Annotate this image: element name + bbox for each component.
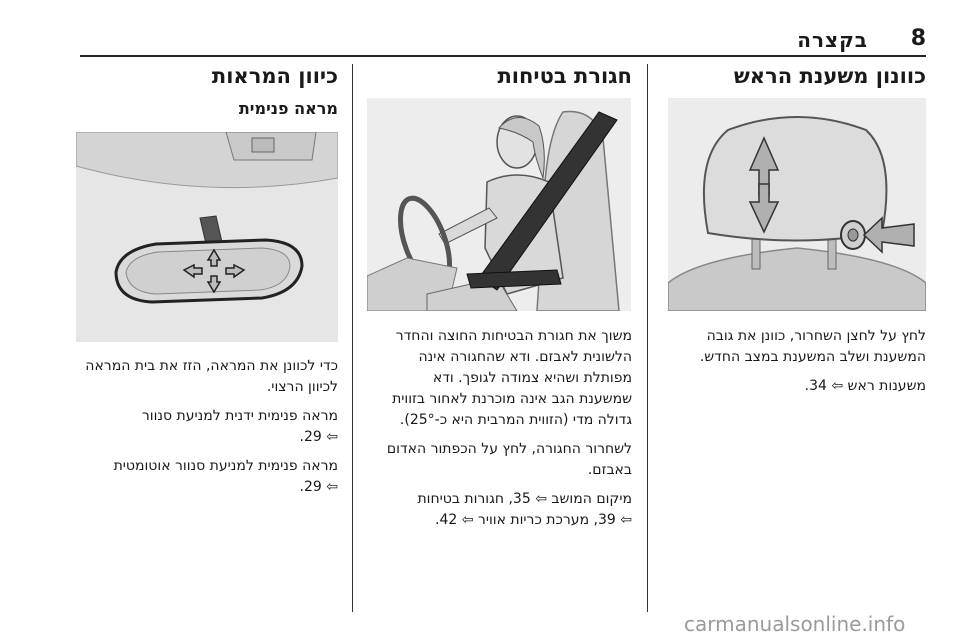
chapter-title: בקצרה — [797, 28, 868, 52]
seatbelt-line: הלשונית לאבזם. ודא שהחגורה אינה — [418, 349, 632, 365]
seatbelt-figure — [367, 98, 631, 311]
seatbelt-line: שמשענת הגב אינה מוכרנת לאחור בזווית — [392, 391, 632, 407]
page-header — [80, 26, 926, 56]
mirrors-line: מראה פנימית למניעת סנוור אוטומטית — [113, 458, 338, 474]
seatbelt-line: משוך את חגורת הבטיחות החוצה והחדר — [395, 328, 632, 344]
headrest-text — [664, 326, 926, 397]
seatbelt-title: חגורת בטיחות — [497, 64, 632, 88]
mirrors-ref-line[interactable]: ⇦ 29. — [299, 479, 338, 495]
column-divider — [352, 64, 353, 612]
mirrors-line: מראה פנימית ידנית למניעת סנוור — [141, 408, 338, 424]
mirrors-subtitle: מראה פנימית — [238, 99, 338, 118]
mirrors-text — [76, 356, 338, 498]
seatbelt-line: לשחרור החגורה, לחץ על הכפתור האדום — [386, 441, 632, 457]
headrest-ref-line[interactable]: משענות ראש ⇦ 34. — [804, 378, 926, 394]
seatbelt-line: גדולה מדי (הזווית המרבית היא כ-25°). — [399, 412, 632, 428]
mirrors-title: כיוון המראות — [211, 64, 338, 88]
headrest-line: לחץ על לחצן השחרור, כוונן את גובה — [706, 328, 926, 344]
headrest-line: המשענת ושלב המשענת במצב החדש. — [699, 349, 926, 365]
seatbelt-ref-line[interactable]: ⇦ 39, מערכת כריות אוויר ⇦ 42. — [435, 512, 632, 528]
watermark: carmanualsonline.info — [684, 612, 906, 636]
seatbelt-line: מפותלת ושהיא צמודה לגופך. ודא — [432, 370, 632, 386]
mirror-figure — [76, 132, 338, 342]
mirrors-line: כדי לכוונן את המראה, הזז את בית המראה — [85, 358, 338, 374]
seatbelt-line: באבזם. — [587, 462, 632, 478]
headrest-figure — [668, 98, 926, 311]
headrest-title: כוונון משענת הראש — [733, 64, 926, 88]
header-rule — [80, 55, 926, 57]
headrest-section — [664, 62, 926, 90]
seatbelt-ref-line[interactable]: מיקום המושב ⇦ 35, חגורות בטיחות — [417, 491, 632, 507]
mirrors-line: לכיוון הרצוי. — [266, 379, 338, 395]
seatbelt-section — [366, 62, 632, 90]
page-number: 8 — [910, 26, 926, 51]
column-divider — [647, 64, 648, 612]
mirrors-section — [76, 62, 338, 120]
mirrors-ref-line[interactable]: ⇦ 29. — [299, 429, 338, 445]
seatbelt-text — [366, 326, 632, 531]
